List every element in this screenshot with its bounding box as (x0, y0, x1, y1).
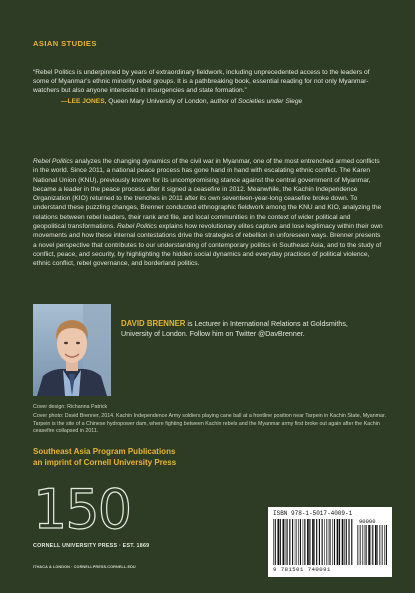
category-label: ASIAN STUDIES (33, 39, 97, 48)
barcode-bar (298, 519, 299, 565)
barcode-bar (357, 525, 358, 565)
logo-city-line: ITHACA & LONDON · CORNELLPRESS.CORNELL.EDU (33, 565, 136, 569)
barcode-bar (324, 519, 325, 565)
barcode-bar (364, 525, 365, 565)
quote-attribution (33, 97, 385, 106)
description-text-part-2: explains how revolutionary elites capture and lose legitimacy within their own movements and how these internal contestations drive the strategies of rebellion in unforeseen ways. Brenner presents a novel perspective that contributes to our understanding of contemporary politics in Southeast Asia, and to the study of conflict, peace, and security, by highlighting the hidden social dynamics and everyday practices of political violence, ethnic conflict, rebel governance, and borderland politics. (33, 223, 383, 268)
description-text-part-1: analyzes the changing dynamics of the civil war in Myanmar, one of the most entrenched armed conflicts in the world. Since 2011, a national peace process has gone hand in hand with escalating ethnic conflict. The Karen National Union (KNU), previously known for its uncompromising stance against the central government of Myanmar, became a leader in the peace process after it signed a ceasefire in 2012. Meanwhile, the Kachin Independence Organization (KIO) returned to the trenches in 2011 after its own seventeen-year-long ceasefire broke down. To understand these puzzling changes, Brenner conducted ethnographic fieldwork among the KNU and KIO, analyzing the relations between rebel leaders, their rank and file, and local communities in the context of wider political and geopolitical transformations. (33, 158, 382, 231)
barcode-bar (329, 519, 330, 565)
endorsement-quote (33, 68, 385, 106)
logo-150-numerals (33, 487, 143, 531)
description-paragraph (33, 157, 385, 269)
barcode-bar (371, 525, 372, 565)
barcode-bar (381, 525, 382, 565)
barcode-bar (375, 525, 377, 565)
publisher-imprint: an imprint of Cornell University Press (33, 457, 177, 467)
isbn-barcode (268, 507, 392, 577)
barcode-bar (372, 525, 373, 565)
barcode-bar (319, 519, 320, 565)
barcode-bar (351, 519, 352, 565)
barcode-bar (344, 519, 345, 565)
barcode-bar (379, 525, 380, 565)
barcode-bar (377, 525, 378, 565)
barcode-bar (289, 519, 290, 565)
barcode-bar (362, 525, 363, 565)
cover-credits (33, 404, 388, 436)
barcode-bar (316, 519, 317, 565)
barcode-bar (326, 519, 327, 565)
barcode-bar (360, 525, 361, 565)
barcode-bar (296, 519, 297, 565)
ean-number: 9 781501 740091 (273, 566, 331, 573)
logo-press-line: CORNELL UNIVERSITY PRESS · EST. 1869 (33, 543, 150, 549)
barcode-bar (366, 525, 367, 565)
barcode-bar (307, 519, 309, 565)
barcode-bar (283, 519, 285, 565)
attribution-affiliation: Queen Mary University of London, author of (106, 97, 239, 105)
barcode-bar (328, 519, 329, 565)
barcode-bar (339, 519, 340, 565)
barcode-bar (314, 519, 315, 565)
barcode-bar (312, 519, 314, 565)
author-name: DAVID BRENNER (121, 319, 186, 328)
barcode-bar (334, 519, 335, 565)
barcode-bar (304, 519, 305, 565)
cover-photo-credit: Cover photo: David Brenner, 2014. Kachin Independence Army soldiers playing cane ball at a frontline position near Tarpein in Kachin State, Myanmar. Tarpein is the site of a Chinese hydropower dam, where fighting between Kachin rebels and the Myanmar army first broke out again after the Kachin ceasefire collapsed in 2011. (33, 413, 386, 435)
barcode-bar (337, 519, 339, 565)
publisher-series: Southeast Asia Program Publications (33, 447, 176, 456)
barcode-bar (342, 519, 344, 565)
barcode-bar (280, 519, 281, 565)
quote-text: “Rebel Politics is underpinned by years of extraordinary fieldwork, including unprecedented access to the leaders of some of Myanmar’s ethnic minority rebel groups. It is a pathbreaking book, essential reading for not only Myanmar-watchers but also anyone interested in insurgencies and state formation.” (33, 69, 370, 95)
cover-design-credit: Cover design: Richanna Patrick (33, 404, 108, 410)
author-bio-paragraph (121, 319, 351, 339)
barcode-bar (386, 525, 387, 565)
barcode-bar (309, 519, 310, 565)
author-bio-text: is Lecturer in International Relations at Goldsmiths, University of London. Follow him on Twitter @DavBrenner. (121, 320, 348, 338)
barcode-bar (322, 519, 323, 565)
barcode-bar (346, 519, 347, 565)
barcode-bar (295, 519, 296, 565)
barcode-bars (273, 519, 353, 565)
barcode-bar (332, 519, 333, 565)
barcode-bar (368, 525, 370, 565)
description-book-title: Rebel Politics (33, 158, 73, 165)
description-book-title-2: Rebel Politics (116, 223, 157, 231)
barcode-bar (384, 525, 385, 565)
barcode-addon-bars (357, 525, 387, 565)
cornell-150-logo (33, 487, 213, 573)
barcode-bar (277, 519, 279, 565)
barcode-bar (285, 519, 286, 565)
author-photo (33, 304, 111, 396)
attribution-name: —LEE JONES, (61, 97, 107, 105)
attribution-book-title: Societies under Siege (238, 97, 303, 105)
author-portrait-image (33, 304, 111, 396)
author-bio (121, 319, 351, 339)
barcode-bar (273, 519, 274, 565)
barcode-addon-number: 90000 (359, 518, 376, 525)
publisher-info (33, 447, 333, 468)
isbn-number: ISBN 978-1-5017-4009-1 (273, 510, 353, 517)
logo-number-text: 150 (33, 487, 131, 531)
book-description (33, 157, 385, 269)
barcode-bar (359, 525, 360, 565)
barcode-bar (292, 519, 293, 565)
barcode-bar (382, 525, 383, 565)
barcode-bar (300, 519, 301, 565)
barcode-bar (287, 519, 288, 565)
barcode-bar (303, 519, 304, 565)
barcode-bar (348, 519, 349, 565)
barcode-bar (275, 519, 276, 565)
